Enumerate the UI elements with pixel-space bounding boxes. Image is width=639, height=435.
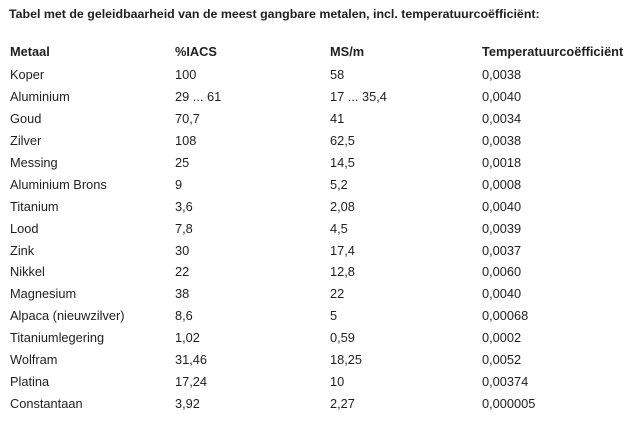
column-header-ms-per-m: MS/m [330, 44, 365, 59]
cell-iacs: 22 [175, 264, 190, 280]
table-row [10, 239, 632, 261]
cell-iacs: 38 [175, 286, 190, 302]
table-body [10, 64, 632, 414]
cell-metaal: Platina [10, 373, 50, 389]
table-row [10, 392, 632, 414]
cell-temperatuurcoefficient: 0,0034 [482, 111, 522, 127]
table-row [10, 305, 632, 327]
cell-temperatuurcoefficient: 0,0060 [482, 264, 522, 280]
cell-temperatuurcoefficient: 0,00068 [482, 308, 529, 324]
cell-iacs: 8,6 [175, 308, 193, 324]
cell-ms-per-m: 2,27 [330, 395, 355, 411]
cell-temperatuurcoefficient: 0,0038 [482, 67, 522, 83]
cell-ms-per-m: 5 [330, 308, 338, 324]
table-row [10, 173, 632, 195]
cell-metaal: Lood [10, 220, 39, 236]
cell-ms-per-m: 41 [330, 111, 345, 127]
cell-metaal: Constantaan [10, 395, 83, 411]
cell-iacs: 25 [175, 155, 190, 170]
table-row [10, 152, 632, 174]
column-header-metaal: Metaal [10, 44, 50, 59]
cell-metaal: Titanium [10, 198, 59, 214]
cell-temperatuurcoefficient: 0,00374 [482, 373, 529, 389]
document-title: Tabel met de geleidbaarheid van de meest gangbare metalen, incl. temperatuurcoëfficiënt: [9, 7, 540, 21]
cell-temperatuurcoefficient: 0,0018 [482, 155, 522, 170]
cell-iacs: 29 ... 61 [175, 89, 222, 105]
cell-metaal: Messing [10, 155, 58, 170]
table-row [10, 349, 632, 371]
cell-iacs: 3,6 [175, 198, 193, 214]
cell-metaal: Magnesium [10, 286, 77, 302]
conductivity-table [10, 44, 632, 414]
column-header-iacs: %IACS [175, 44, 217, 59]
cell-iacs: 1,02 [175, 330, 200, 346]
cell-temperatuurcoefficient: 0,0052 [482, 352, 522, 368]
cell-iacs: 9 [175, 176, 183, 192]
table-row [10, 130, 632, 152]
table-row [10, 283, 632, 305]
cell-metaal: Zink [10, 242, 35, 258]
cell-metaal: Koper [10, 67, 45, 83]
table-row [10, 327, 632, 349]
cell-metaal: Zilver [10, 133, 42, 149]
cell-ms-per-m: 22 [330, 286, 345, 302]
cell-iacs: 7,8 [175, 220, 193, 236]
cell-ms-per-m: 4,5 [330, 220, 348, 236]
cell-ms-per-m: 10 [330, 373, 345, 389]
cell-iacs: 70,7 [175, 111, 200, 127]
cell-ms-per-m: 5,2 [330, 176, 348, 192]
cell-iacs: 17,24 [175, 373, 208, 389]
cell-ms-per-m: 0,59 [330, 330, 355, 346]
cell-ms-per-m: 17,4 [330, 242, 355, 258]
table-row [10, 217, 632, 239]
cell-temperatuurcoefficient: 0,0038 [482, 133, 522, 149]
table-row [10, 261, 632, 283]
cell-ms-per-m: 62,5 [330, 133, 355, 149]
table-row [10, 86, 632, 108]
cell-metaal: Aluminium [10, 89, 70, 105]
cell-ms-per-m: 17 ... 35,4 [330, 89, 387, 105]
cell-metaal: Nikkel [10, 264, 45, 280]
cell-ms-per-m: 14,5 [330, 155, 355, 170]
table-header-row [10, 44, 632, 64]
cell-temperatuurcoefficient: 0,0039 [482, 220, 522, 236]
cell-iacs: 100 [175, 67, 197, 83]
cell-metaal: Titaniumlegering [10, 330, 105, 346]
cell-ms-per-m: 18,25 [330, 352, 363, 368]
cell-temperatuurcoefficient: 0,0040 [482, 198, 522, 214]
cell-metaal: Wolfram [10, 352, 58, 368]
column-header-temperatuurcoefficient: Temperatuurcoëfficiënt [482, 44, 624, 59]
cell-metaal: Alpaca (nieuwzilver) [10, 308, 125, 324]
cell-temperatuurcoefficient: 0,0002 [482, 330, 522, 346]
cell-iacs: 108 [175, 133, 197, 149]
table-row [10, 370, 632, 392]
table-row [10, 64, 632, 86]
cell-temperatuurcoefficient: 0,0040 [482, 286, 522, 302]
cell-iacs: 30 [175, 242, 190, 258]
table-row [10, 108, 632, 130]
cell-metaal: Aluminium Brons [10, 176, 107, 192]
cell-ms-per-m: 2,08 [330, 198, 355, 214]
cell-temperatuurcoefficient: 0,0040 [482, 89, 522, 105]
cell-temperatuurcoefficient: 0,000005 [482, 395, 536, 411]
table-row [10, 195, 632, 217]
cell-iacs: 31,46 [175, 352, 208, 368]
cell-iacs: 3,92 [175, 395, 200, 411]
cell-metaal: Goud [10, 111, 42, 127]
cell-ms-per-m: 58 [330, 67, 345, 83]
cell-temperatuurcoefficient: 0,0008 [482, 176, 522, 192]
cell-ms-per-m: 12,8 [330, 264, 355, 280]
cell-temperatuurcoefficient: 0,0037 [482, 242, 522, 258]
